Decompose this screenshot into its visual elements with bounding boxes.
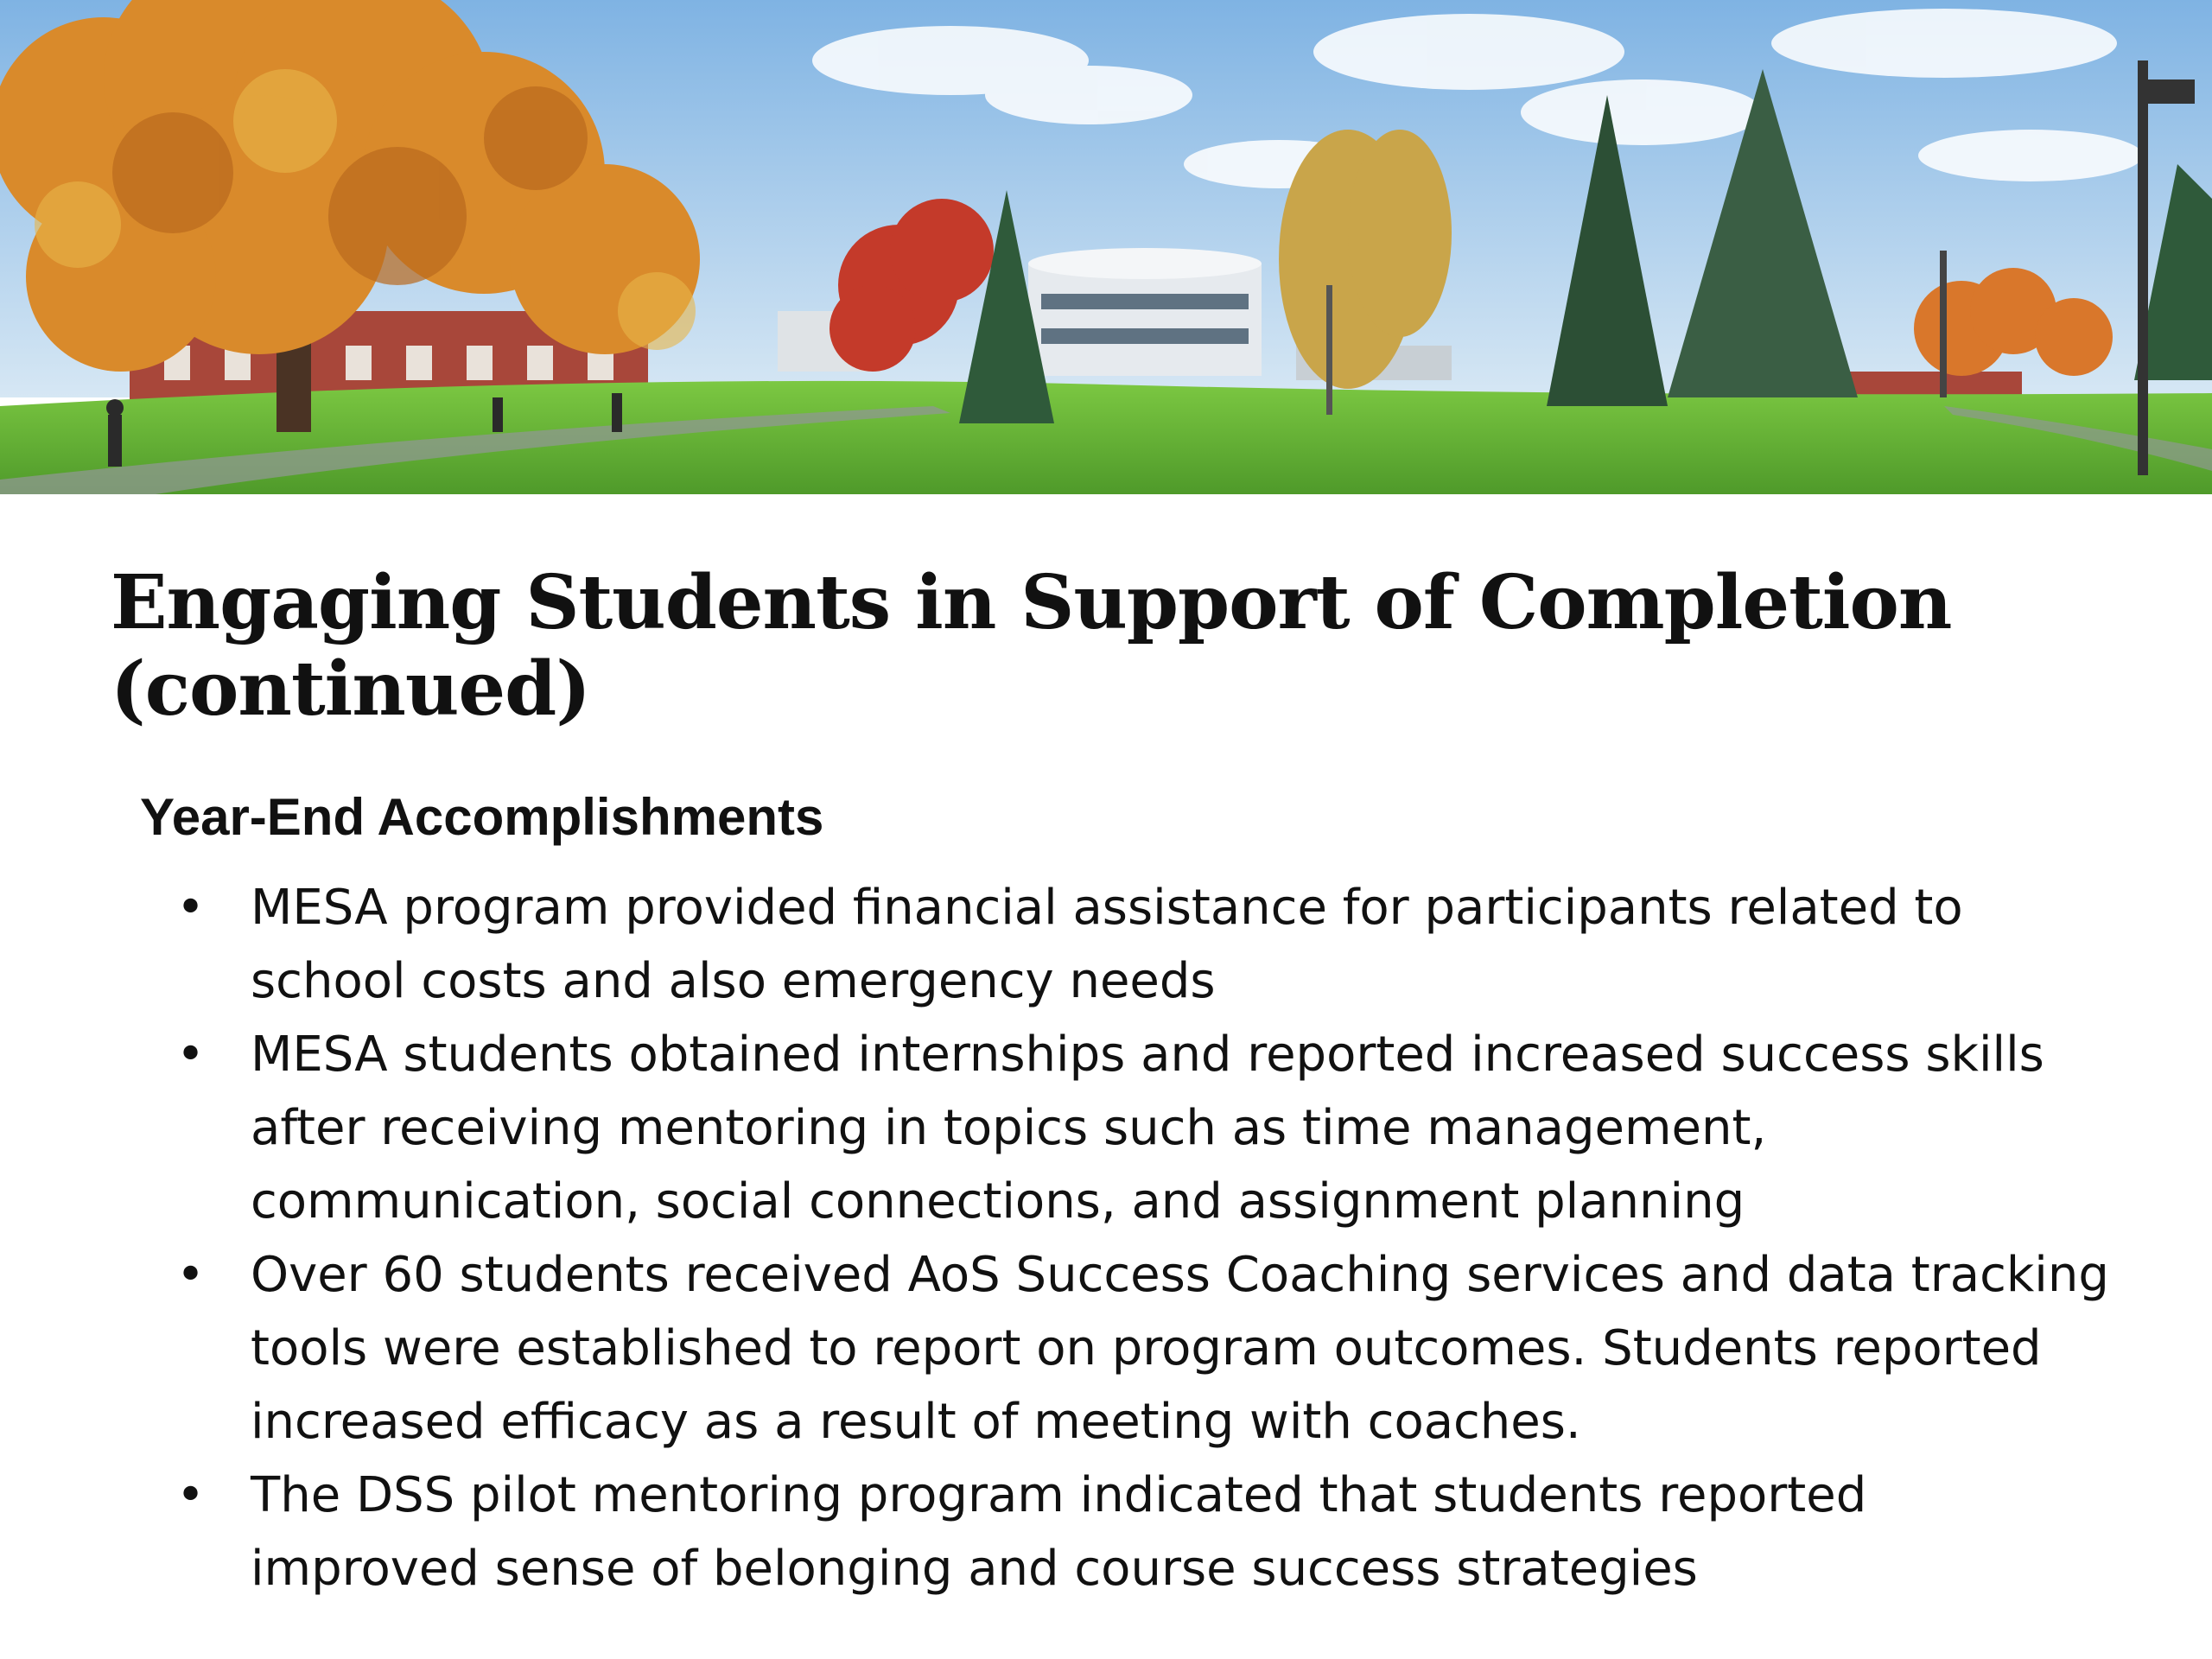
- campus-photo-icon: [0, 0, 2212, 494]
- section-heading: Year-End Accomplishments: [140, 788, 824, 846]
- bullet-3-line-3: increased efficacy as a result of meeting with coaches.: [251, 1394, 1581, 1450]
- bullet-1-line-2: school costs and also emergency needs: [251, 953, 1216, 1009]
- bullet-1-line-1: MESA program provided financial assistance for participants related to: [251, 880, 1963, 936]
- bullet-icon: •: [176, 880, 206, 936]
- bullet-icon: •: [176, 1027, 206, 1083]
- bullet-2-line-2: after receiving mentoring in topics such as time management,: [251, 1100, 1767, 1156]
- slide-title: [111, 560, 2098, 733]
- bullet-3-line-2: tools were established to report on program outcomes. Students reported: [251, 1320, 2042, 1376]
- bullet-4-line-2: improved sense of belonging and course success strategies: [251, 1541, 1698, 1597]
- accomplishments-list: [176, 871, 2164, 1605]
- bullet-4-line-1: The DSS pilot mentoring program indicated that students reported: [251, 1467, 1867, 1523]
- title-line-1: Engaging Students in Support of Completion: [111, 559, 1952, 646]
- bullet-icon: •: [176, 1467, 206, 1523]
- bullet-2-line-3: communication, social connections, and assignment planning: [251, 1173, 1745, 1230]
- bullet-icon: •: [176, 1247, 206, 1303]
- bullet-2-line-1: MESA students obtained internships and reported increased success skills: [251, 1027, 2044, 1083]
- bullet-3-line-1: Over 60 students received AoS Success Coaching services and data tracking: [251, 1247, 2109, 1303]
- list-item: [176, 1238, 2164, 1459]
- list-item: [176, 1459, 2164, 1605]
- list-item: [176, 871, 2164, 1018]
- campus-banner-image: [0, 0, 2212, 494]
- list-item: [176, 1018, 2164, 1238]
- title-line-2: (continued): [111, 645, 590, 733]
